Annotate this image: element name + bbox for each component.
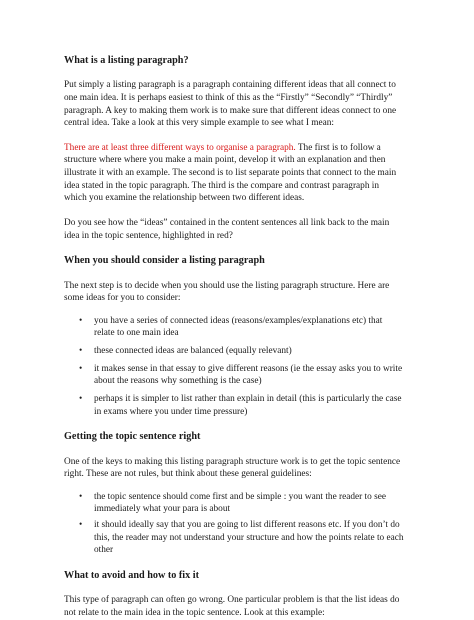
list-item: • it should ideally say that you are going to list different reasons etc. If you don’t do this, the reader may not understand your structure and how the points relate to each other xyxy=(94,519,404,557)
list-item: • perhaps it is simpler to list rather than explain in detail (this is particularly the case in exams where you under time pressure) xyxy=(94,393,404,418)
list-item: • you have a series of connected ideas (reasons/examples/explanations etc) that relate to one main idea xyxy=(94,315,404,340)
paragraph-question: Do you see how the “ideas” contained in the content sentences all link back to the main idea in the topic sentence, highlighted in red? xyxy=(64,218,390,241)
list-item: • the topic sentence should come first and be simple : you want the reader to see immediately what your para is about xyxy=(94,491,404,516)
heading-when-to-consider: When you should consider a listing paragraph xyxy=(64,255,265,267)
paragraph-topic-intro: One of the keys to making this listing paragraph structure work is to get the topic sentence right. These are not rules, but think about these general guidelines: xyxy=(64,456,401,480)
paragraph-avoid-intro: This type of paragraph can often go wrong. One particular problem is that the list ideas do not relate to the main idea in the topic sentence. Look at this example: xyxy=(64,595,400,618)
list-when-to-consider xyxy=(64,315,404,418)
example-rest: The first is to follow a structure where where you make a main point, develop it with an explanation and then illustrate it with an example. The second is to list separate points that connect to the main idea stated in the topic paragraph. The third is the compare and contrast paragraph in which you examine the relationship between two different ideas. xyxy=(64,142,397,204)
list-item: • these connected ideas are balanced (equally relevant) xyxy=(94,345,404,358)
heading-what-is: What is a listing paragraph? xyxy=(64,55,189,66)
paragraph-definition: Put simply a listing paragraph is a paragraph containing different ideas that all connect to one main idea. It is perhaps easiest to think of this as the “Firstly” “Secondly” “Thirdly” paragraph. A key to making them work is to make sure that different ideas connect to one central idea. Take a look at this very simple example to see what I mean: xyxy=(64,80,397,129)
paragraph-when-intro: The next step is to decide when you should use the listing paragraph structure. Here are some ideas for you to consider: xyxy=(64,280,390,304)
heading-topic-sentence: Getting the topic sentence right xyxy=(64,431,201,443)
paragraph-example xyxy=(64,142,404,205)
list-item: • it makes sense in that essay to give different reasons (ie the essay asks you to write about the reasons why something is the case) xyxy=(94,363,404,388)
topic-sentence-highlight: There are at least three different ways to organise a paragraph. xyxy=(64,142,296,153)
heading-what-to-avoid: What to avoid and how to fix it xyxy=(64,570,199,582)
list-topic-guidelines xyxy=(64,491,404,557)
